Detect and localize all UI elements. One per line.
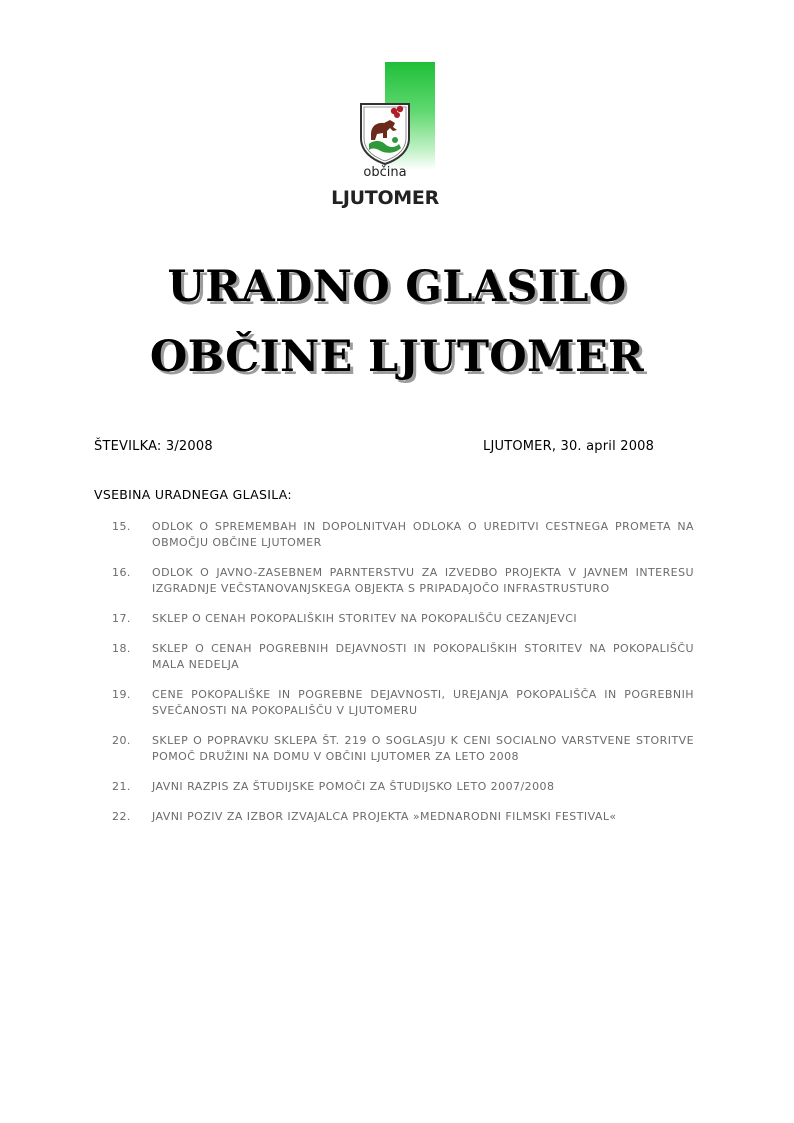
- contents-heading: VSEBINA URADNEGA GLASILA:: [94, 487, 292, 502]
- logo-municipality-name: LJUTOMER: [331, 187, 439, 209]
- toc-item-title: CENE POKOPALIŠKE IN POGREBNE DEJAVNOSTI, UREJANJA POKOPALIŠČA IN POGREBNIH SVEČANOSTI NA POKOPALIŠČU V LJUTOMERU: [152, 688, 694, 717]
- toc-item-number: 22.: [112, 810, 131, 823]
- toc-item-title: SKLEP O CENAH POGREBNIH DEJAVNOSTI IN POKOPALIŠKIH STORITEV NA POKOPALIŠČU MALA NEDELJA: [152, 642, 694, 671]
- toc-item-title: SKLEP O CENAH POKOPALIŠKIH STORITEV NA POKOPALIŠČU CEZANJEVCI: [152, 612, 578, 625]
- toc-item-number: 17.: [112, 612, 131, 625]
- coat-of-arms-icon: [357, 100, 413, 166]
- issue-number: ŠTEVILKA: 3/2008: [94, 439, 213, 454]
- toc-item-title: JAVNI POZIV ZA IZBOR IZVAJALCA PROJEKTA »MEDNARODNI FILMSKI FESTIVAL«: [152, 810, 617, 823]
- toc-item-title: SKLEP O POPRAVKU SKLEPA ŠT. 219 O SOGLASJU K CENI SOCIALNO VARSTVENE STORITVE POMOČ DRUŽINI NA DOMU V OBČINI LJUTOMER ZA LETO 2008: [152, 734, 694, 763]
- toc-item-number: 16.: [112, 566, 131, 579]
- toc-item-number: 18.: [112, 642, 131, 655]
- toc-item-title: ODLOK O JAVNO-ZASEBNEM PARNTERSTVU ZA IZVEDBO PROJEKTA V JAVNEM INTERESU IZGRADNJE VEČSTANOVANJSKEGA OBJEKTA S PRIPADAJOČO INFRASTRUSTURO: [152, 566, 694, 595]
- toc-item: [112, 611, 694, 627]
- municipality-logo: [330, 60, 450, 215]
- document-title-line1: URADNO GLASILO: [167, 262, 627, 312]
- document-title-line2: OBČINE LJUTOMER: [149, 332, 645, 382]
- logo-small-text: občina: [363, 165, 407, 180]
- toc-item: [112, 641, 694, 673]
- toc-item-number: 19.: [112, 688, 131, 701]
- toc-item: [112, 809, 694, 825]
- toc-item-title: ODLOK O SPREMEMBAH IN DOPOLNITVAH ODLOKA O UREDITVI CESTNEGA PROMETA NA OBMOČJU OBČINE LJUTOMER: [152, 520, 694, 549]
- toc-item: [112, 519, 694, 551]
- toc-item-title: JAVNI RAZPIS ZA ŠTUDIJSKE POMOČI ZA ŠTUDIJSKO LETO 2007/2008: [152, 780, 555, 793]
- toc-item-number: 15.: [112, 520, 131, 533]
- toc-item: [112, 565, 694, 597]
- toc-item-number: 20.: [112, 734, 131, 747]
- toc-item: [112, 779, 694, 795]
- toc-item-number: 21.: [112, 780, 131, 793]
- table-of-contents: [112, 519, 694, 839]
- toc-item: [112, 733, 694, 765]
- place-and-date: LJUTOMER, 30. april 2008: [483, 439, 655, 454]
- toc-item: [112, 687, 694, 719]
